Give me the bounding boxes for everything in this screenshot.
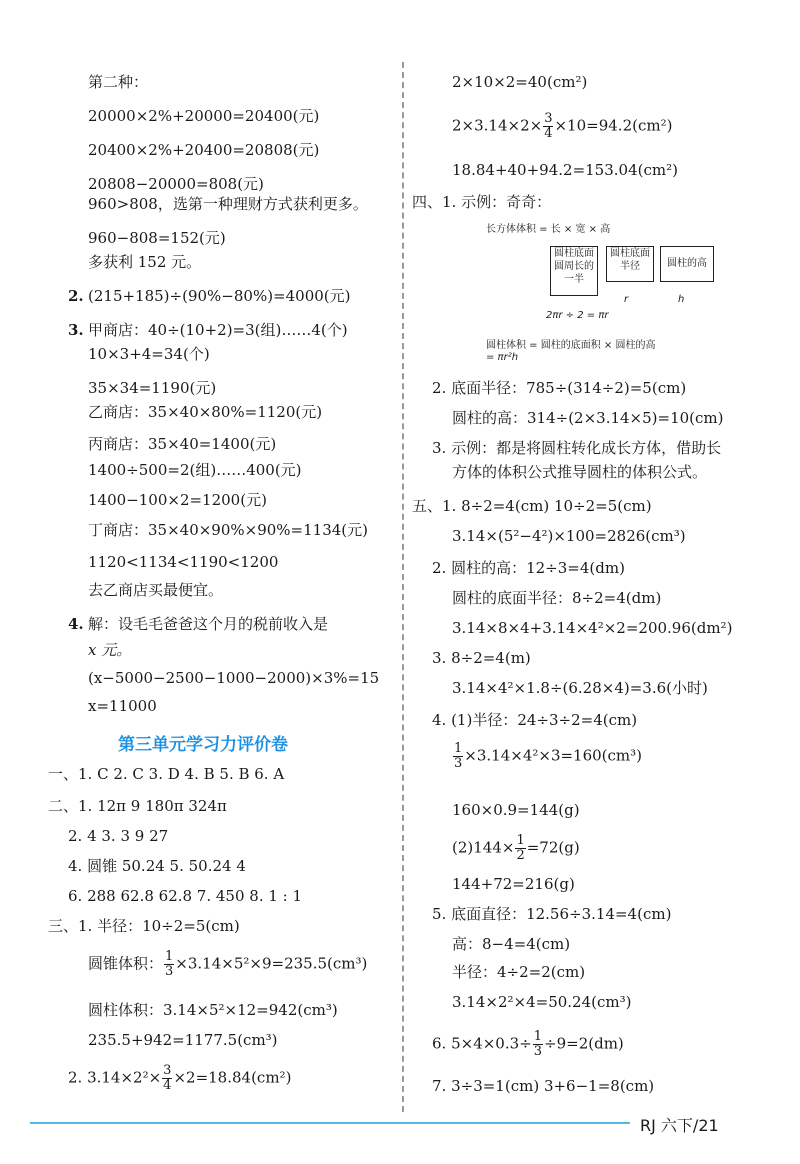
text-segment: 2. 3.14×2²× bbox=[68, 1068, 162, 1087]
text-segment: ÷9=2(dm) bbox=[544, 1034, 624, 1053]
text-line: 高：8−4=4(cm) bbox=[452, 935, 571, 953]
text-line: 20400×2%+20400=20808(元) bbox=[88, 141, 320, 159]
fraction bbox=[453, 742, 463, 771]
text-line: (x−5000−2500−1000−2000)×3%=15 bbox=[88, 669, 380, 687]
footer-rule bbox=[30, 1122, 630, 1124]
numerator: 1 bbox=[165, 949, 174, 964]
numerator: 1 bbox=[533, 1029, 543, 1044]
text-line: 乙商店：35×40×80%=1120(元) bbox=[88, 403, 323, 421]
text-line: 圆柱的底面半径：8÷2=4(dm) bbox=[452, 589, 662, 607]
column-divider bbox=[402, 62, 404, 1112]
text-line: 18.84+40+94.2=153.04(cm²) bbox=[452, 161, 678, 179]
diagram-h-label: h bbox=[678, 294, 685, 305]
denominator: 3 bbox=[165, 964, 174, 979]
text-line: 5. 底面直径：12.56÷3.14=4(cm) bbox=[432, 905, 672, 923]
text-line: 3.14×8×4+3.14×4²×2=200.96(dm²) bbox=[452, 619, 733, 637]
text-line: 35×34=1190(元) bbox=[88, 379, 217, 397]
text-line: 20808−20000=808(元) bbox=[88, 175, 264, 193]
fraction bbox=[533, 1030, 543, 1059]
text-line: 半径：4÷2=2(cm) bbox=[452, 963, 586, 981]
text-line: 235.5+942=1177.5(cm³) bbox=[88, 1031, 278, 1049]
text-line: 3.14×(5²−4²)×100=2826(cm³) bbox=[452, 527, 686, 545]
text-line: 第二种： bbox=[88, 73, 149, 91]
text-line: 10×3+4=34(个) bbox=[88, 345, 210, 363]
numerator: 3 bbox=[163, 1063, 172, 1078]
text-line: 二、1. 12π 9 180π 324π bbox=[48, 797, 227, 815]
text-segment: 2×3.14×2× bbox=[452, 116, 543, 135]
text-line: 多获利 152 元。 bbox=[88, 253, 202, 271]
text-line: 圆柱体积：3.14×5²×12=942(cm³) bbox=[88, 1001, 338, 1019]
text-line: 3. 示例：都是将圆柱转化成长方体，借助长 bbox=[432, 439, 722, 457]
text-line: 2. 4 3. 3 9 27 bbox=[68, 827, 169, 845]
text-line: 144+72=216(g) bbox=[452, 875, 575, 893]
text-line bbox=[452, 834, 580, 863]
denominator: 2 bbox=[516, 848, 525, 863]
text-line: 160×0.9=144(g) bbox=[452, 801, 580, 819]
text-line bbox=[452, 112, 672, 141]
text-line: 3.14×2²×4=50.24(cm³) bbox=[452, 993, 632, 1011]
denominator: 4 bbox=[163, 1078, 172, 1093]
text-line: 五、1. 8÷2=4(cm) 10÷2=5(cm) bbox=[412, 497, 652, 515]
question-number: 2. bbox=[68, 287, 84, 305]
diagram-result: = πr²h bbox=[486, 352, 519, 363]
text-line: 三、1. 半径：10÷2=5(cm) bbox=[48, 917, 240, 935]
text-line: 丙商店：35×40=1400(元) bbox=[88, 435, 277, 453]
text-line: 1400−100×2=1200(元) bbox=[88, 491, 267, 509]
text-segment: (2)144× bbox=[452, 838, 515, 857]
diagram-r-label: r bbox=[624, 294, 629, 305]
question-number: 3. bbox=[68, 321, 84, 339]
text-line: 960>808，选第一种理财方式获利更多。 bbox=[88, 195, 368, 213]
text-line bbox=[88, 950, 367, 979]
text-line: 去乙商店买最便宜。 bbox=[88, 581, 224, 599]
text-line: 甲商店：40÷(10+2)=3(组)……4(个) bbox=[88, 321, 348, 339]
fraction bbox=[515, 834, 525, 863]
numerator: 3 bbox=[544, 111, 553, 126]
text-line: 3.14×4²×1.8÷(6.28×4)=3.6(小时) bbox=[452, 679, 708, 697]
diagram-box-height: 圆柱的高 bbox=[660, 246, 714, 282]
text-segment: 6. 5×4×0.3÷ bbox=[432, 1034, 532, 1053]
text-line bbox=[432, 1030, 624, 1059]
text-line: x 元。 bbox=[88, 641, 132, 659]
text-line: x=11000 bbox=[88, 697, 157, 715]
diagram-top-formula: 长方体体积 = 长 × 宽 × 高 bbox=[486, 224, 611, 235]
text-line bbox=[68, 1064, 291, 1093]
text-segment: ×10=94.2(cm²) bbox=[554, 116, 673, 135]
denominator: 3 bbox=[454, 756, 463, 771]
text-line: 2. 底面半径：785÷(314÷2)=5(cm) bbox=[432, 379, 687, 397]
text-line: 4. (1)半径：24÷3÷2=4(cm) bbox=[432, 711, 638, 729]
section-title: 第三单元学习力评价卷 bbox=[118, 735, 288, 755]
denominator: 3 bbox=[533, 1044, 543, 1059]
text-line: (215+185)÷(90%−80%)=4000(元) bbox=[88, 287, 351, 305]
denominator: 4 bbox=[544, 126, 553, 141]
text-line: 6. 288 62.8 62.8 7. 450 8. 1 : 1 bbox=[68, 887, 303, 905]
text-line bbox=[452, 742, 642, 771]
diagram-equation-pi-r: 2πr ÷ 2 = πr bbox=[546, 310, 609, 321]
fraction bbox=[162, 1064, 172, 1093]
text-line: 2×10×2=40(cm²) bbox=[452, 73, 588, 91]
text-line: 4. 圆锥 50.24 5. 50.24 4 bbox=[68, 857, 246, 875]
text-line: 7. 3÷3=1(cm) 3+6−1=8(cm) bbox=[432, 1077, 655, 1095]
text-segment: =72(g) bbox=[526, 838, 580, 857]
text-line: 1120<1134<1190<1200 bbox=[88, 553, 279, 571]
diagram-box-half-circumference: 圆柱底面圆周长的一半 bbox=[550, 246, 598, 296]
text-line: 一、1. C 2. C 3. D 4. B 5. B 6. A bbox=[48, 765, 285, 783]
text-line: 2. 圆柱的高：12÷3=4(dm) bbox=[432, 559, 625, 577]
numerator: 1 bbox=[454, 741, 463, 756]
text-line: 圆柱的高：314÷(2×3.14×5)=10(cm) bbox=[452, 409, 724, 427]
fraction bbox=[164, 950, 174, 979]
text-line: 丁商店：35×40×90%×90%=1134(元) bbox=[88, 521, 369, 539]
question-number: 4. bbox=[68, 615, 84, 633]
page-number: RJ 六下/21 bbox=[640, 1116, 719, 1135]
diagram-cylinder-volume: 圆柱体积 = 圆柱的底面积 × 圆柱的高 bbox=[486, 340, 656, 351]
volume-derivation-diagram bbox=[480, 218, 740, 368]
text-segment: 圆锥体积： bbox=[88, 954, 164, 973]
text-line: 960−808=152(元) bbox=[88, 229, 226, 247]
text-line: 解：设毛毛爸爸这个月的税前收入是 bbox=[88, 615, 329, 633]
text-segment: ×3.14×4²×3=160(cm³) bbox=[464, 746, 643, 765]
text-segment: ×3.14×5²×9=235.5(cm³) bbox=[175, 954, 368, 973]
diagram-box-radius: 圆柱底面半径 bbox=[606, 246, 654, 282]
numerator: 1 bbox=[516, 833, 525, 848]
text-segment: ×2=18.84(cm²) bbox=[173, 1068, 292, 1087]
text-line: 四、1. 示例：奇奇： bbox=[412, 193, 552, 211]
text-line: 20000×2%+20000=20400(元) bbox=[88, 107, 320, 125]
fraction bbox=[543, 112, 553, 141]
text-line: 方体的体积公式推导圆柱的体积公式。 bbox=[452, 463, 708, 481]
text-line: 3. 8÷2=4(m) bbox=[432, 649, 531, 667]
text-line: 1400÷500=2(组)……400(元) bbox=[88, 461, 302, 479]
